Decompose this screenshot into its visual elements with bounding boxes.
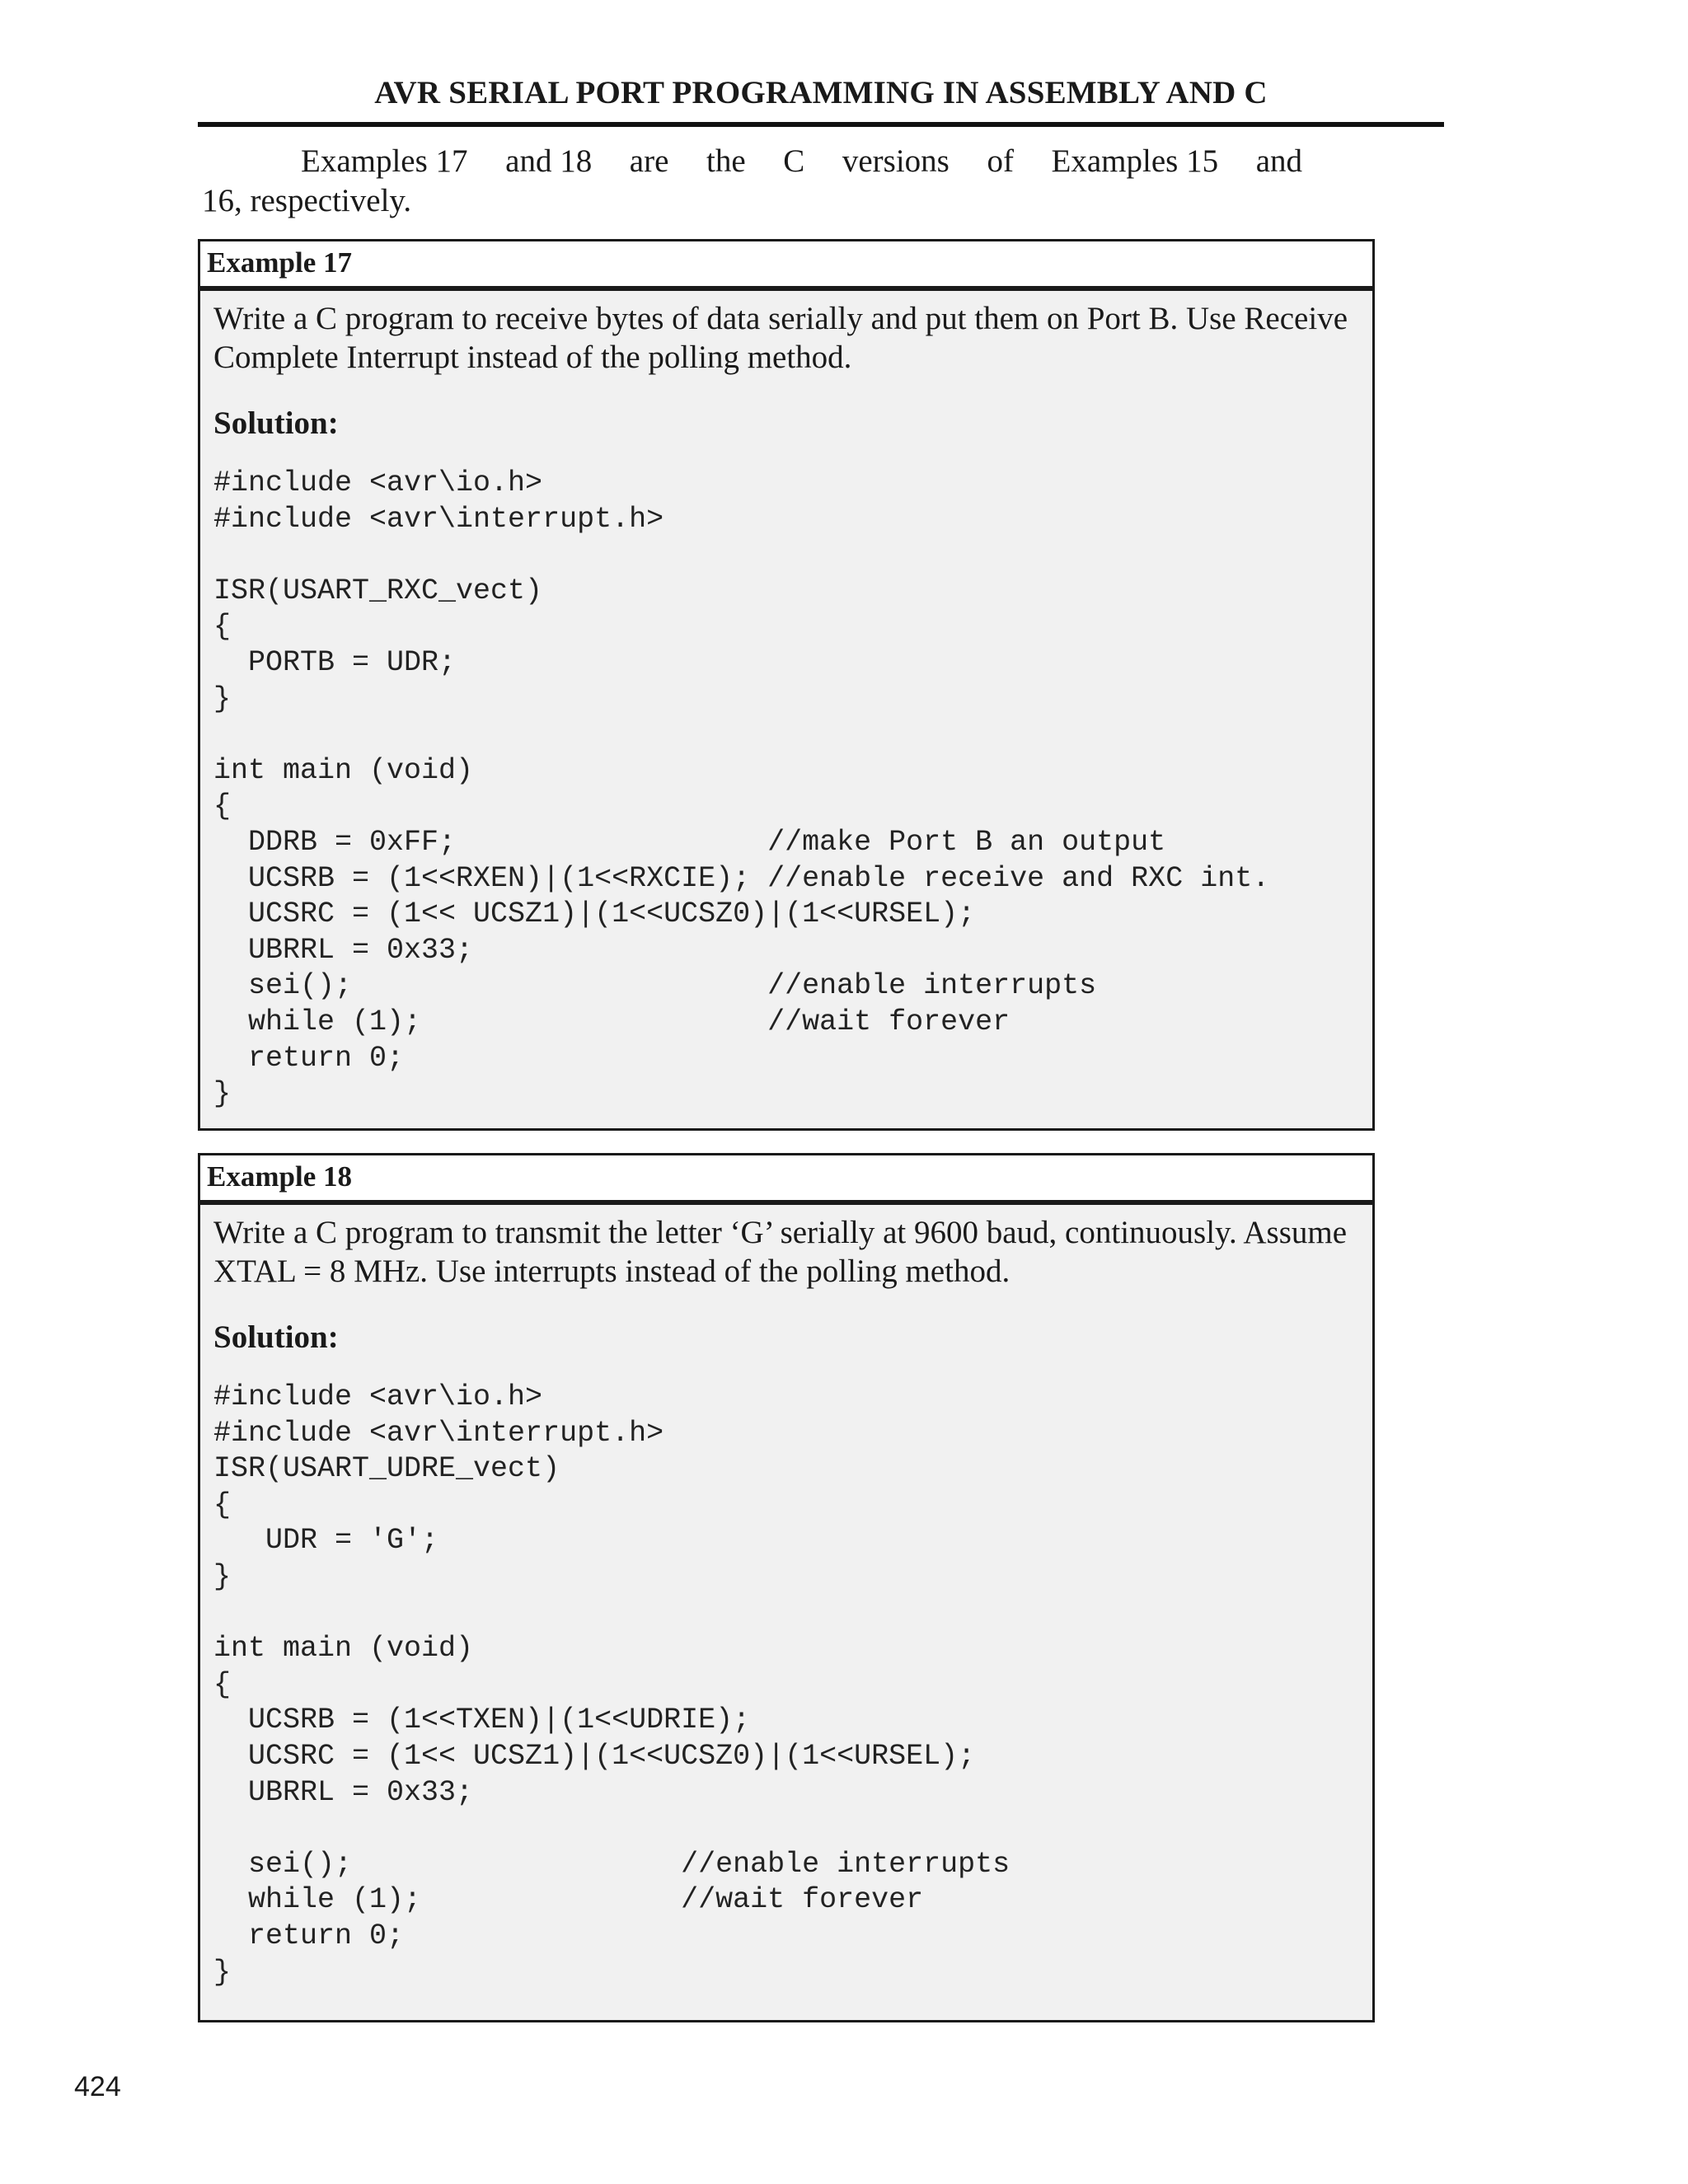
example-18-code: #include <avr\io.h> #include <avr\interrupt.h> ISR(USART_UDRE_vect) { UDR = 'G'; } int main (void) { UCSRB = (1<<TXEN)|(1<<UDRIE); UCSRC = (1<< UCSZ1)|(1<<UCSZ0)|(1<<URSEL); UBRRL = 0x33; sei(); //enable interrupts while (1); //wait forever return 0; } bbox=[213, 1380, 1010, 1989]
intro-word: versions bbox=[842, 143, 950, 179]
intro-word: C bbox=[783, 143, 805, 179]
page-number: 424 bbox=[74, 2071, 121, 2102]
example-17-solution-label: Solution: bbox=[213, 405, 339, 441]
example-17-box bbox=[198, 239, 1375, 1131]
intro-line-1 bbox=[202, 142, 1302, 181]
example-17-code: #include <avr\io.h> #include <avr\interrupt.h> ISR(USART_RXC_vect) { PORTB = UDR; } int main (void) { DDRB = 0xFF; //make Port B an output UCSRB = (1<<RXEN)|(1<<RXCIE); //enable receive and RXC int. UCSRC = (1<< UCSZ1)|(1<<UCSZ0)|(1<<URSEL); UBRRL = 0x33; sei(); //enable interrupts while (1); //wait forever return 0; } bbox=[213, 466, 1270, 1111]
intro-word: and bbox=[1255, 143, 1302, 179]
example-18-box bbox=[198, 1153, 1375, 2022]
example-17-body bbox=[200, 291, 1372, 1113]
intro-word: Examples 17 bbox=[301, 143, 468, 179]
example-18-body bbox=[200, 1205, 1372, 1990]
example-18-problem: Write a C program to transmit the letter ‘G’ serially at 9600 baud, continuously. Assume XTAL = 8 MHz. Use interrupts instead of the polling method. bbox=[213, 1215, 1348, 1289]
example-17-title: Example 17 bbox=[200, 241, 1372, 291]
intro-word: and 18 bbox=[505, 143, 593, 179]
header-rule bbox=[198, 122, 1444, 127]
example-18-title: Example 18 bbox=[200, 1155, 1372, 1205]
intro-line-2: 16, respectively. bbox=[202, 183, 412, 218]
intro-paragraph bbox=[202, 142, 1302, 221]
intro-word: the bbox=[706, 143, 746, 179]
intro-word: Examples 15 bbox=[1051, 143, 1219, 179]
example-17-problem: Write a C program to receive bytes of data serially and put them on Port B. Use Receive Complete Interrupt instead of the polling method. bbox=[213, 301, 1348, 375]
example-18-solution-label: Solution: bbox=[213, 1319, 339, 1355]
intro-word: of bbox=[987, 143, 1014, 179]
intro-word: are bbox=[629, 143, 669, 179]
running-header: AVR SERIAL PORT PROGRAMMING IN ASSEMBLY AND C bbox=[374, 75, 1268, 110]
